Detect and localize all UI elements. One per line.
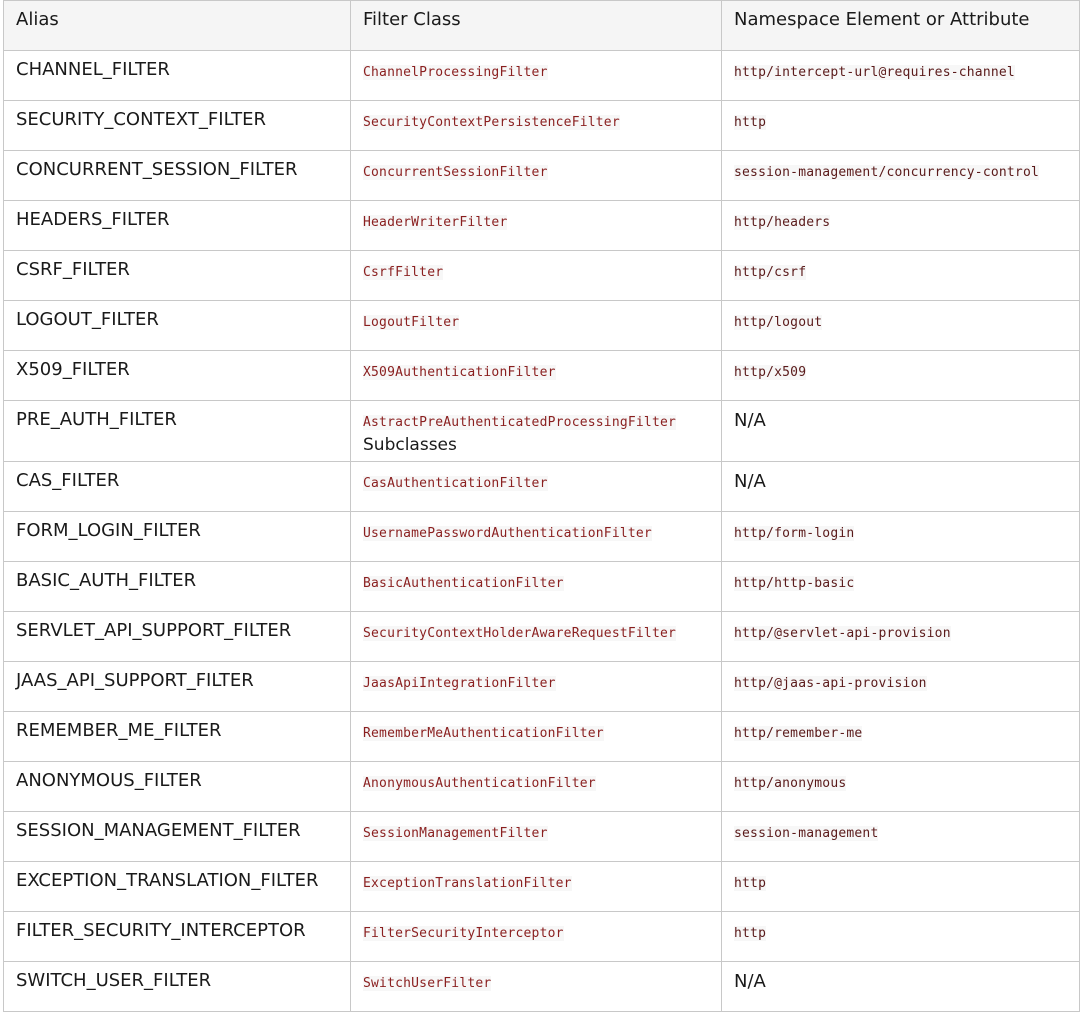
namespace-cell (722, 762, 1080, 812)
namespace-cell (722, 812, 1080, 862)
table-row (4, 351, 1080, 401)
namespace-code: http/headers (734, 215, 831, 230)
filter-class-code: SessionManagementFilter (363, 826, 548, 841)
filter-class-cell (351, 912, 722, 962)
namespace-code: http/intercept-url@requires-channel (734, 65, 1015, 80)
filter-class-cell (351, 351, 722, 401)
alias-cell: HEADERS_FILTER (4, 201, 351, 251)
alias-cell: FORM_LOGIN_FILTER (4, 512, 351, 562)
alias-cell: SERVLET_API_SUPPORT_FILTER (4, 612, 351, 662)
alias-cell: EXCEPTION_TRANSLATION_FILTER (4, 862, 351, 912)
table-header-row (4, 1, 1080, 51)
namespace-cell (722, 201, 1080, 251)
table-row (4, 862, 1080, 912)
namespace-cell (722, 251, 1080, 301)
table-row (4, 962, 1080, 1012)
filter-class-cell (351, 151, 722, 201)
namespace-cell (722, 562, 1080, 612)
filter-class-code: AstractPreAuthenticatedProcessingFilter (363, 415, 677, 430)
namespace-code: http/logout (734, 315, 823, 330)
namespace-cell (722, 101, 1080, 151)
namespace-code: http/@servlet-api-provision (734, 626, 951, 641)
table-row (4, 612, 1080, 662)
filter-class-code: SwitchUserFilter (363, 976, 492, 991)
filter-class-code: X509AuthenticationFilter (363, 365, 556, 380)
namespace-text: N/A (734, 410, 766, 431)
namespace-text: N/A (734, 471, 766, 492)
filter-class-code: HeaderWriterFilter (363, 215, 508, 230)
namespace-cell (722, 351, 1080, 401)
filter-class-cell (351, 51, 722, 101)
namespace-code: http/anonymous (734, 776, 847, 791)
filter-class-cell (351, 301, 722, 351)
alias-cell: SECURITY_CONTEXT_FILTER (4, 101, 351, 151)
alias-cell: JAAS_API_SUPPORT_FILTER (4, 662, 351, 712)
filter-class-code: ChannelProcessingFilter (363, 65, 548, 80)
alias-cell: PRE_AUTH_FILTER (4, 401, 351, 462)
filter-class-code: RememberMeAuthenticationFilter (363, 726, 604, 741)
namespace-cell (722, 912, 1080, 962)
filter-class-code: JaasApiIntegrationFilter (363, 676, 556, 691)
filter-class-code: FilterSecurityInterceptor (363, 926, 564, 941)
namespace-text: N/A (734, 971, 766, 992)
alias-cell: SWITCH_USER_FILTER (4, 962, 351, 1012)
filter-class-code: CasAuthenticationFilter (363, 476, 548, 491)
filter-class-code: ExceptionTranslationFilter (363, 876, 572, 891)
filter-class-code: CsrfFilter (363, 265, 444, 280)
namespace-cell (722, 401, 1080, 462)
filter-class-cell (351, 662, 722, 712)
namespace-code: http/csrf (734, 265, 807, 280)
alias-cell: REMEMBER_ME_FILTER (4, 712, 351, 762)
filter-class-cell (351, 251, 722, 301)
table-row (4, 201, 1080, 251)
filter-class-cell (351, 812, 722, 862)
table-row (4, 912, 1080, 962)
table-row (4, 401, 1080, 462)
table-row (4, 762, 1080, 812)
namespace-cell (722, 662, 1080, 712)
table-row (4, 251, 1080, 301)
alias-cell: CHANNEL_FILTER (4, 51, 351, 101)
table-row (4, 662, 1080, 712)
filter-table (3, 0, 1080, 1012)
filter-class-cell (351, 612, 722, 662)
namespace-code: http/remember-me (734, 726, 863, 741)
namespace-code: session-management/concurrency-control (734, 165, 1040, 180)
filter-class-cell (351, 862, 722, 912)
table-row (4, 462, 1080, 512)
filter-class-code: UsernamePasswordAuthenticationFilter (363, 526, 652, 541)
alias-cell: FILTER_SECURITY_INTERCEPTOR (4, 912, 351, 962)
table-row (4, 812, 1080, 862)
alias-cell: SESSION_MANAGEMENT_FILTER (4, 812, 351, 862)
namespace-code: http/form-login (734, 526, 855, 541)
namespace-cell (722, 612, 1080, 662)
namespace-cell (722, 962, 1080, 1012)
namespace-code: http/@jaas-api-provision (734, 676, 927, 691)
header-alias: Alias (4, 1, 351, 51)
filter-class-cell (351, 562, 722, 612)
namespace-code: http/x509 (734, 365, 807, 380)
filter-class-cell (351, 512, 722, 562)
table-row (4, 51, 1080, 101)
table-row (4, 512, 1080, 562)
filter-class-cell (351, 401, 722, 462)
alias-cell: CSRF_FILTER (4, 251, 351, 301)
alias-cell: X509_FILTER (4, 351, 351, 401)
namespace-code: http/http-basic (734, 576, 855, 591)
header-namespace: Namespace Element or Attribute (722, 1, 1080, 51)
table-row (4, 101, 1080, 151)
table-row (4, 562, 1080, 612)
alias-cell: LOGOUT_FILTER (4, 301, 351, 351)
namespace-code: http (734, 115, 767, 130)
namespace-cell (722, 862, 1080, 912)
filter-class-code: BasicAuthenticationFilter (363, 576, 564, 591)
filter-class-code: SecurityContextPersistenceFilter (363, 115, 620, 130)
alias-cell: CAS_FILTER (4, 462, 351, 512)
filter-class-code: SecurityContextHolderAwareRequestFilter (363, 626, 677, 641)
namespace-cell (722, 151, 1080, 201)
table-row (4, 712, 1080, 762)
filter-class-cell (351, 101, 722, 151)
filter-class-code: ConcurrentSessionFilter (363, 165, 548, 180)
table-row (4, 151, 1080, 201)
namespace-cell (722, 462, 1080, 512)
namespace-cell (722, 301, 1080, 351)
namespace-cell (722, 712, 1080, 762)
filter-class-cell (351, 462, 722, 512)
alias-cell: ANONYMOUS_FILTER (4, 762, 351, 812)
filter-class-cell (351, 962, 722, 1012)
table-row (4, 301, 1080, 351)
alias-cell: BASIC_AUTH_FILTER (4, 562, 351, 612)
alias-cell: CONCURRENT_SESSION_FILTER (4, 151, 351, 201)
filter-class-cell (351, 762, 722, 812)
filter-class-cell (351, 201, 722, 251)
namespace-code: session-management (734, 826, 879, 841)
header-filter-class: Filter Class (351, 1, 722, 51)
filter-class-suffix: Subclasses (363, 435, 457, 455)
namespace-code: http (734, 876, 767, 891)
filter-class-cell (351, 712, 722, 762)
namespace-cell (722, 512, 1080, 562)
filter-class-code: LogoutFilter (363, 315, 460, 330)
namespace-code: http (734, 926, 767, 941)
namespace-cell (722, 51, 1080, 101)
filter-class-code: AnonymousAuthenticationFilter (363, 776, 596, 791)
